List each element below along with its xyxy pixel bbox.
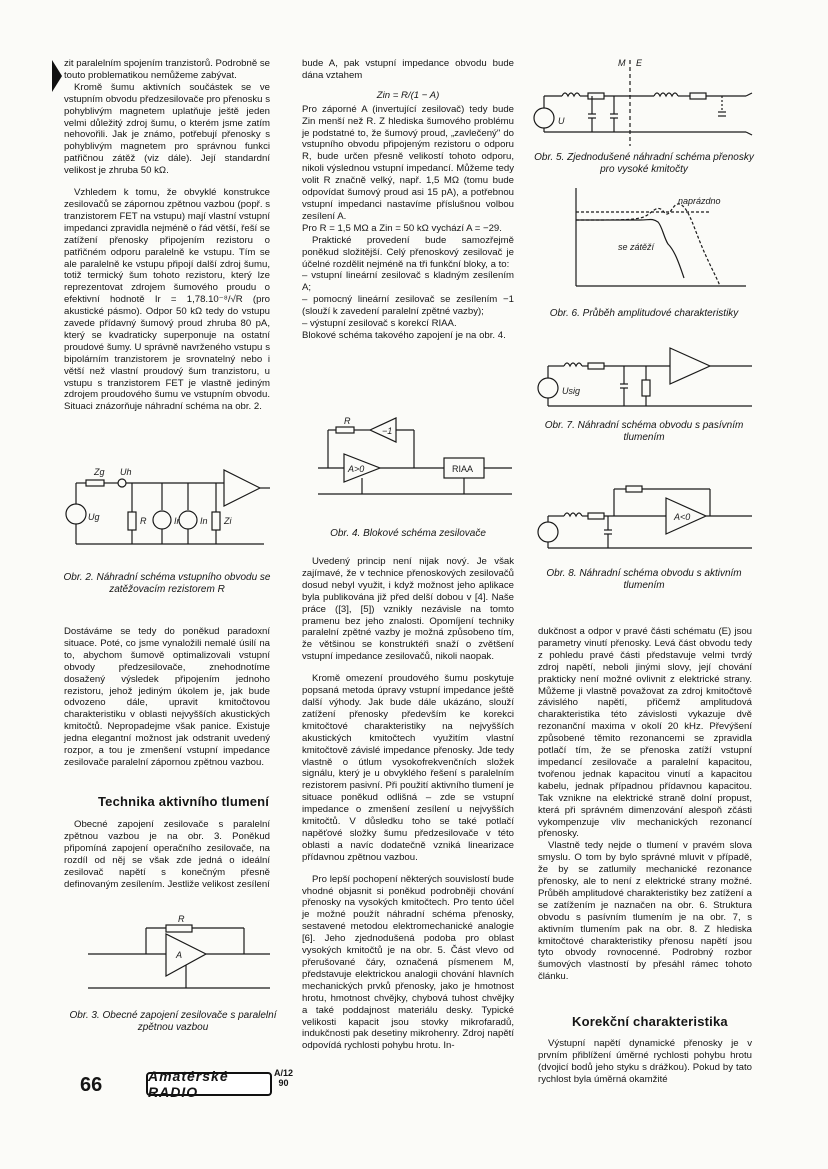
figure-3-schematic — [84, 912, 274, 1004]
column-1-bottom — [64, 819, 270, 890]
section-heading-active-damping: Technika aktivního tlumení — [98, 794, 270, 809]
resistor-winding — [690, 93, 706, 99]
label-a-negative: A<0 — [674, 512, 691, 522]
label-ir: Ir — [174, 516, 180, 526]
figure-2-schematic — [64, 462, 274, 568]
label-a: A — [176, 950, 183, 960]
column-3-bottom — [538, 1038, 752, 1086]
paragraph: Pro R = 1,5 MΩ a Zin = 50 kΩ vychází A = −29. — [302, 222, 502, 234]
current-source-ir — [153, 511, 171, 529]
paragraph: Pro záporné A (invertující zesilovač) tedy bude Zin menší než R. Z hlediska šumového problému je podstatné to, že šumový proud, „zavlečený" do vstupního obvodu připojeným rezistoru o odporu R, bude určen přesně velikostí tohoto odporu, nikoli výslednou vstupní impedancí. Můžeme tedy volit R značně velký, např. 1,5 MΩ (tomu bude odpovídat šumový proud asi 15 pA), a potřebnou vstupní impedanci nastavíme příslušnou volbou zesílení A. — [302, 103, 514, 222]
figure-7-caption: Obr. 7. Náhradní schéma obvodu s pasívním tlumením — [544, 420, 744, 443]
label-m: M — [618, 58, 626, 68]
source-u — [534, 108, 554, 128]
column-1-mid — [64, 626, 270, 769]
label-a-positive: A>0 — [348, 464, 365, 474]
label-ug: Ug — [88, 512, 100, 522]
source-ug — [66, 504, 86, 524]
resistor-r — [128, 512, 136, 530]
impedance-zi — [212, 512, 220, 530]
label-in: In — [200, 516, 208, 526]
label-r: R — [178, 914, 185, 924]
figure-6-frequency-response — [560, 182, 750, 294]
issue-label — [274, 1068, 293, 1088]
figure-5-schematic — [526, 56, 762, 148]
paragraph: Vzhledem k tomu, že obvyklé konstrukce zesilovačů se zápornou zpětnou vazbou (popř. s tranzistorem FET na vstupu) mají vlastní vstupní impedanci zpravidla nejméně o řád větší, řeší se zatížení přenosky připojením rezistoru o patřičném odporu paralelně ke vstupu. Tím se ale paralelně ke vstupu připojí další zdroj šumu, totiž termický šum tohoto rezistoru, který lze reprezentovat zdrojem šumového proudu o efektivní hodnotě Ir = 1,78.10⁻⁸/√R (pro akustické pásmo). Odpor 50 kΩ tedy do vstupu zavede přídavný šumový proud zhruba 80 pA, který se kvadraticky superponuje na ostatní proudové šumy. U správně navrženého vstupu s bipolárním tranzistorem je srovnatelný nebo i větší než vlastní proudový šum tranzistoru, u vstupu s tranzistorem FET je vlastně jediným zdrojem proudového šumu ve vstupním obvodu. Situaci znázorňuje náhradní schéma na obr. 2. — [64, 187, 270, 413]
paragraph: Dostáváme se tedy do poněkud paradoxní situace. Poté, co jsme vynaložili nemalé úsilí na to, abychom šumově optimalizovali vstupní obvody předzesilovače, znehodnotíme dosažený výsledek připojením jednoho rezistoru, jehož jediným úkolem je, jak bude odvozeno dále, upravit kmitočtovou charakteristiku v oblasti nejvyšších akustických kmitočtů. Nepropadejme však panice. Existuje jedna elegantní možnost jak odstranit uvedený rozpor, a tou je zmenšení vstupní impedance zesilovače paralelní zápornou zpětnou vazbou. — [64, 626, 270, 768]
column-2-bottom — [302, 556, 514, 1052]
paragraph: Vlastně tedy nejde o tlumení v pravém slova smyslu. O tom by bylo správné mluvit v případě, že by se zatlumily mechanické rezonance přenosky, ale to není z elektrické strany možné. Průběh amplitudové charakteristiky bez zatížení a se zatížením je naznačen na obr. 6. Struktura obvodu s pasívním tlumením je na obr. 7, s aktivním tlumením pak na obr. 8. Z hlediska kmitočtové charakteristiky přenosu napětí jsou tyto obvody rovnocenné. Podrobný rozbor šumových vlastností by přesáhl rámec tohoto článku. — [538, 840, 752, 983]
resistor-series — [588, 513, 604, 519]
figure-2-caption: Obr. 2. Náhradní schéma vstupního obvodu se zatěžovacím rezistorem R — [63, 572, 271, 595]
figure-4-block-diagram — [314, 410, 518, 510]
feedback-resistor — [336, 427, 354, 433]
paragraph: Obecné zapojení zesilovače s paralelní zpětnou vazbou je na obr. 3. Poněkud připomíná zapojení operačního zesilovače, na rozdíl od něj se však zde jedná o ideální zesilovač napětí s konečným přesně definovaným zesílením. Jestliže velikost zesílení — [64, 819, 270, 890]
paragraph: Kromě šumu aktivních součástek se ve vstupním obvodu předzesilovače pro přenosku s pohyblivým magnetem uplatňuje ještě jeden velmi důležitý zdroj šumu, o kterém jsme zatím nehovořili. Jak je známo, potřebují přenosky s pohyblivým magnetem pro správnou funkci patřičnou zátěž (viz dále). Její standardní velikost je zhruba 50 kΩ. — [64, 81, 270, 177]
inductor — [564, 513, 582, 516]
label-loaded: se zátěží — [618, 242, 655, 252]
figure-8-schematic — [530, 476, 756, 562]
label-r: R — [344, 416, 351, 426]
paragraph: Praktické provedení bude samozřejmě poněkud složitější. Celý přenoskový zesilovač je účelné rozdělit nejméně na tři funkční bloky, a to: — [302, 234, 514, 270]
coil-uh — [118, 479, 126, 487]
label-unloaded: naprázdno — [678, 196, 721, 206]
amplifier-symbol — [224, 470, 260, 506]
label-riaa: RIAA — [452, 464, 474, 474]
amplifier-symbol — [670, 348, 710, 384]
column-3-text — [538, 626, 752, 983]
inductor — [564, 363, 582, 366]
resistor-load — [642, 380, 650, 396]
source-usig — [538, 378, 558, 398]
figure-7-schematic — [530, 340, 756, 418]
issue-number: A/12 — [274, 1068, 294, 1078]
label-minus-one: −1 — [382, 426, 393, 436]
paragraph: zit paralelním spojením tranzistorů. Podrobně se touto problematikou nemůžeme zabývat. — [64, 58, 270, 81]
inductor-winding — [654, 93, 678, 96]
paragraph: dukčnost a odpor v pravé části schématu (E) jsou parametry vinutí přenosky. Levá část obvodu tedy z pohledu pravé části představuje velmi tvrdý zdroj napětí, neboli jinými slovy, její chování prakticky není možné ovlivnit z elektrické strany. Můžeme ji vlastně považovat za zdroj kmitočtově závislého napětí, přičemž amplitudová charakteristika této závislosti vykazuje dvě rezonanční maxima v okolí 20 kHz. Převýšení způsobené těmito rezonancemi se zpravidla potlačí tím, že se přenoska zatíží vstupní impedancí zesilovače a paralelní kapacitou, tvořenou jednak kapacitou vinutí a kapacitou kabelu, jednak případnou přídavnou kapacitou. Tak vznikne na elektrické straně dolní propust, která při správném dimenzování alespoň zčásti vykompenzuje vliv mechanických rezonancí přenosky. — [538, 626, 752, 840]
figure-4-caption: Obr. 4. Blokové schéma zesilovače — [330, 528, 486, 539]
paragraph: bude A, pak vstupní impedance obvodu bude dána vztahem — [302, 58, 514, 81]
paragraph: Uvedený princip není nijak nový. Je však zajímavé, že v technice přenoskových zesilovačů dosud nebyl využit, i když možnost jeho aplikace byla publikována již před delší dobou v [4]. Naše práce ([3], [5]) vznikly nezávisle na tomto pramenu bez jeho znalosti. Opomíjení techniky paralelní zpětné vazby je možná způsobeno tím, že většinou se konstruktéři snaží o zvětšení vstupní impedance zesilovačů, nikoli naopak. — [302, 556, 514, 663]
section-heading-correction-curve: Korekční charakteristika — [572, 1014, 728, 1029]
column-1-top — [64, 58, 270, 413]
label-zi: Zi — [224, 516, 232, 526]
page-number: 66 — [80, 1074, 103, 1096]
continuation-marker — [52, 60, 62, 92]
feedback-resistor — [626, 486, 642, 492]
current-source-in — [179, 511, 197, 529]
issue-year: 90 — [278, 1078, 289, 1088]
figure-6-caption: Obr. 6. Průběh amplitudové charakteristiky — [549, 308, 739, 319]
paragraph: Kromě omezení proudového šumu poskytuje popsaná metoda úpravy vstupní impedance ještě další výhody. Jak bude dále ukázáno, slouží zatížení přenosky především ke korekci kmitočtové charakteristiky na nejvyšších akustických kmitočtech využitím vlastní kmitočtově závislé impedance přenosky. Jde tedy vlastně o útlum vysokofrekvenčních složek signálu, který je u obvyklého řešení s paralelním rezistorem pasivní. Při použití aktivního tlumení je situace poněkud odlišná – zde se vstupní impedance o zmenšení zesílení u nejvyšších kmitočtů. V důsledku toho se také potlačí napěťové složky šumu předzesilovače v této oblasti a navíc dodatečně vzniká linearizace přídavnou zpětnou vazbou. — [302, 673, 514, 863]
figure-8-caption: Obr. 8. Náhradní schéma obvodu s aktivním tlumením — [546, 568, 742, 591]
paragraph: Výstupní napětí dynamické přenosky je v prvním přiblížení úměrné rychlosti pohybu hrotu (dvojicí bodů jeho styku s drážkou). Pokud by tato rychlost byla úměrná okamžité — [538, 1038, 752, 1085]
formula-input-impedance: Zin = R/(1 − A) — [376, 89, 440, 101]
function-block-list: – vstupní lineární zesilovač s kladným zesílením A; – pomocný lineární zesilovač se zesílením −1 (slouží k zavedení paralelní zpětné vazby); – výstupní zesilovač s korekcí RIAA. — [302, 270, 514, 330]
resistor-zg — [86, 480, 104, 486]
paragraph: Blokové schéma takového zapojení je na obr. 4. — [302, 329, 506, 341]
source — [538, 522, 558, 542]
feedback-resistor — [166, 925, 192, 932]
inductor-1 — [562, 93, 580, 96]
figure-3-caption: Obr. 3. Obecné zapojení zesilovače s paralelní zpětnou vazbou — [69, 1010, 277, 1033]
resistor-series — [588, 363, 604, 369]
label-uh: Uh — [120, 467, 132, 477]
label-u: U — [558, 116, 565, 126]
label-usig: Usig — [562, 386, 581, 396]
paragraph: Pro lepší pochopení některých souvislostí bude vhodné objasnit si poněkud podrobněji chování přenosky na vysokých kmitočtech. Pro tento účel je možné použít náhradní schéma přenosky, sestavené metodou elektromechanické analogie [6]. Jeho zjednodušená podoba pro oblast vysokých kmitočtů je na obr. 5. Část vlevo od přerušované čáry, označená písmenem M, představuje elektrickou analogii chování hlavních mechanických prvků přenosky, jako je hmotnost hrotu, hmotnost chvějky, chybová tuhost chvějky a také poddajnost materiálu desky. Typické velikosti kapacit jsou stovky mikrofaradů, indukčnosti pak desetiny mikrohenry. Zdroj napětí odpovídá rychlosti pohybu hrotu. In- — [302, 873, 514, 1052]
figure-5-caption: Obr. 5. Zjednodušené náhradní schéma přenosky pro vysoké kmitočty — [534, 152, 754, 175]
label-e: E — [636, 58, 643, 68]
label-zg: Zg — [94, 467, 105, 477]
resistor-1 — [588, 93, 604, 99]
magazine-logo: Amatérské RADIO — [146, 1072, 272, 1096]
label-r: R — [140, 516, 147, 526]
column-2-top — [302, 58, 514, 342]
